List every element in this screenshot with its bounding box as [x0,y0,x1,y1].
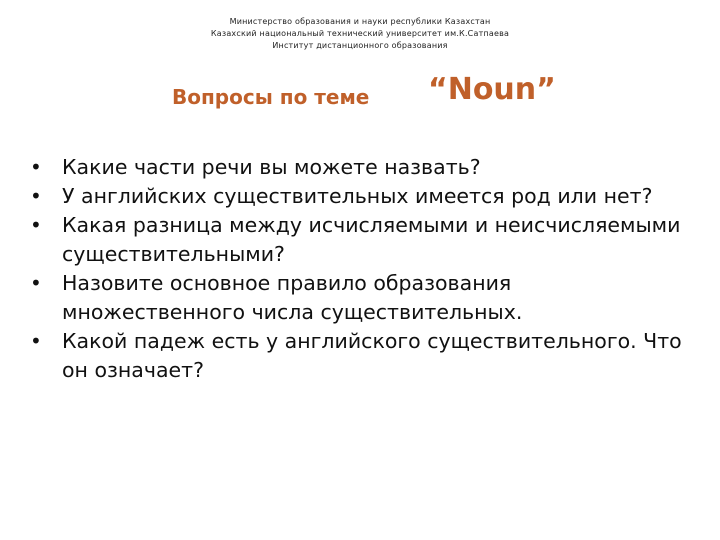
question-text: Какой падеж есть у английского существительного. Что он означает? [62,329,682,382]
question-item [30,327,690,385]
question-text: Какая разница между исчисляемыми и неисчисляемыми существительными? [62,213,681,266]
question-text: Какие части речи вы можете назвать? [62,155,481,179]
question-item [30,153,690,182]
bullet-icon: • [30,271,42,295]
institute-line: Институт дистанционного образования [272,41,448,50]
question-list [30,153,690,385]
bullet-icon: • [30,155,42,179]
question-item [30,182,690,211]
bullet-icon: • [30,329,42,353]
slide-title [0,70,720,120]
ministry-line: Министерство образования и науки республики Казахстан [229,17,491,26]
bullet-icon: • [30,184,42,208]
question-text: Назовите основное правило образования множественного числа существительных. [62,271,523,324]
bullet-icon: • [30,213,42,237]
question-item [30,211,690,269]
university-line: Казахский национальный технический университет им.К.Сатпаева [210,29,510,38]
institution-header [0,16,720,52]
question-text: У английских существительных имеется род или нет? [62,184,653,208]
title-topic: “Noun” [428,72,556,107]
question-item [30,269,690,327]
title-text: Вопросы по теме [172,85,370,109]
